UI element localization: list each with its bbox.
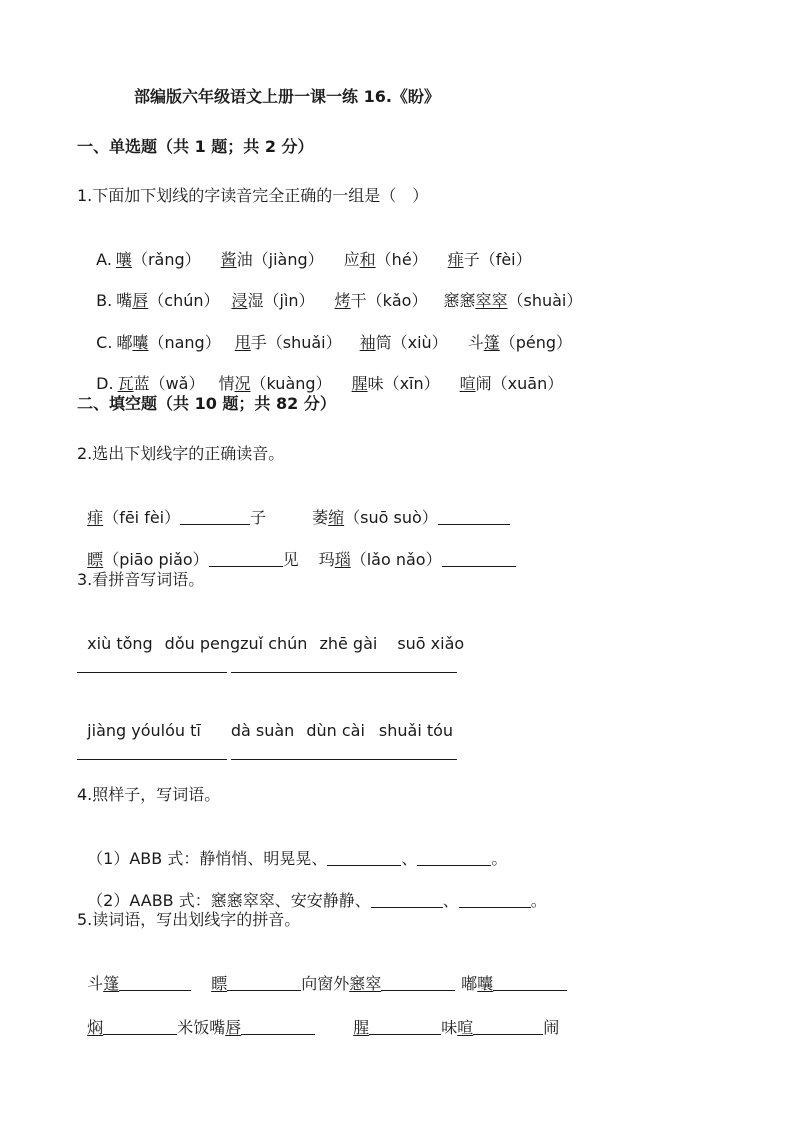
word-item: 情况（kuàng） [218, 374, 332, 393]
answer-blank[interactable] [381, 974, 455, 991]
question-4-part-2: （2）AABB 式：窸窸窣窣、安安静静、 、 。 [87, 891, 547, 910]
word-item: 袖筒（xiù） [359, 333, 448, 352]
option-c[interactable] [86, 310, 572, 354]
answer-blank[interactable] [493, 974, 567, 991]
question-4-part-1: （1）ABB 式：静悄悄、明晃晃、 、 。 [87, 849, 508, 868]
option-letter: A. [96, 250, 112, 269]
answer-blank[interactable] [459, 891, 531, 908]
word-item: 应和（hé） [343, 250, 428, 269]
word-item: 腥味（xīn） [351, 374, 440, 393]
question-1-stem: 1.下面加下划线的字读音完全正确的一组是（ ） [77, 186, 429, 205]
word-item: 甩手（shuǎi） [234, 333, 342, 352]
answer-line[interactable] [231, 672, 457, 673]
answer-blank[interactable] [119, 974, 191, 991]
answer-line[interactable] [231, 759, 457, 760]
pinyin-row-2: jiàng yóulóu tī dà suàn dùn cài shuǎi tóu [87, 721, 454, 740]
word-item: 斗篷（péng） [467, 333, 573, 352]
answer-blank[interactable] [327, 849, 401, 866]
section-heading-single-choice: 一、单选题（共 1 题；共 2 分） [77, 137, 314, 156]
answer-blank[interactable] [371, 891, 443, 908]
page-title: 部编版六年级语文上册一课一练 16.《盼》 [134, 87, 440, 106]
option-a[interactable] [86, 227, 532, 271]
answer-blank[interactable] [241, 1018, 315, 1035]
question-2-row-2: 瞟（piāo piǎo） 见 玛瑙（lǎo nǎo） [77, 527, 516, 571]
option-d[interactable] [86, 351, 563, 395]
option-letter: C. [96, 333, 113, 352]
answer-blank[interactable] [227, 974, 301, 991]
word-item: 嘴唇（chún） [116, 291, 220, 310]
answer-blank[interactable] [442, 550, 516, 567]
word-item: 痱子（fèi） [447, 250, 532, 269]
answer-blank[interactable] [438, 508, 510, 525]
answer-blank[interactable] [180, 508, 250, 525]
word-item: 嘟囔（nang） [116, 333, 221, 352]
word-item: 嚷（rǎng） [115, 250, 201, 269]
question-5-stem: 5.读词语，写出划线字的拼音。 [77, 910, 301, 929]
question-5-row-2: 焖 米饭嘴唇 腥 味喧 闹 [87, 1018, 560, 1037]
word-item: 烤干（kǎo） [334, 291, 428, 310]
section-heading-fill-blank: 二、填空题（共 10 题；共 82 分） [77, 394, 336, 413]
word-item: 喧闹（xuān） [459, 374, 564, 393]
answer-line[interactable] [77, 672, 227, 673]
question-3-stem: 3.看拼音写词语。 [77, 570, 205, 589]
option-b[interactable] [86, 268, 582, 312]
question-2-row-1: 痱（fēi fèi） 子 萎缩（suō suò） [77, 485, 510, 529]
question-4-stem: 4.照样子，写词语。 [77, 785, 221, 804]
word-item: 酱油（jiàng） [220, 250, 324, 269]
answer-line[interactable] [77, 759, 227, 760]
word-item: 窸窸窣窣（shuài） [443, 291, 583, 310]
word-item: 浸湿（jìn） [231, 291, 315, 310]
answer-blank[interactable] [369, 1018, 441, 1035]
answer-blank[interactable] [103, 1018, 177, 1035]
answer-blank[interactable] [209, 550, 283, 567]
question-2-stem: 2.选出下划线字的正确读音。 [77, 444, 285, 463]
option-letter: B. [96, 291, 113, 310]
answer-blank[interactable] [473, 1018, 543, 1035]
option-letter: D. [96, 374, 114, 393]
pinyin-row-1: xiù tǒng dǒu pengzuǐ chún zhē gài suō xiǎo [87, 634, 465, 653]
answer-blank[interactable] [417, 849, 491, 866]
word-item: 瓦蓝（wǎ） [117, 374, 205, 393]
question-5-row-1: 斗篷 瞟 向窗外窸窣 嘟囔 [77, 951, 567, 995]
